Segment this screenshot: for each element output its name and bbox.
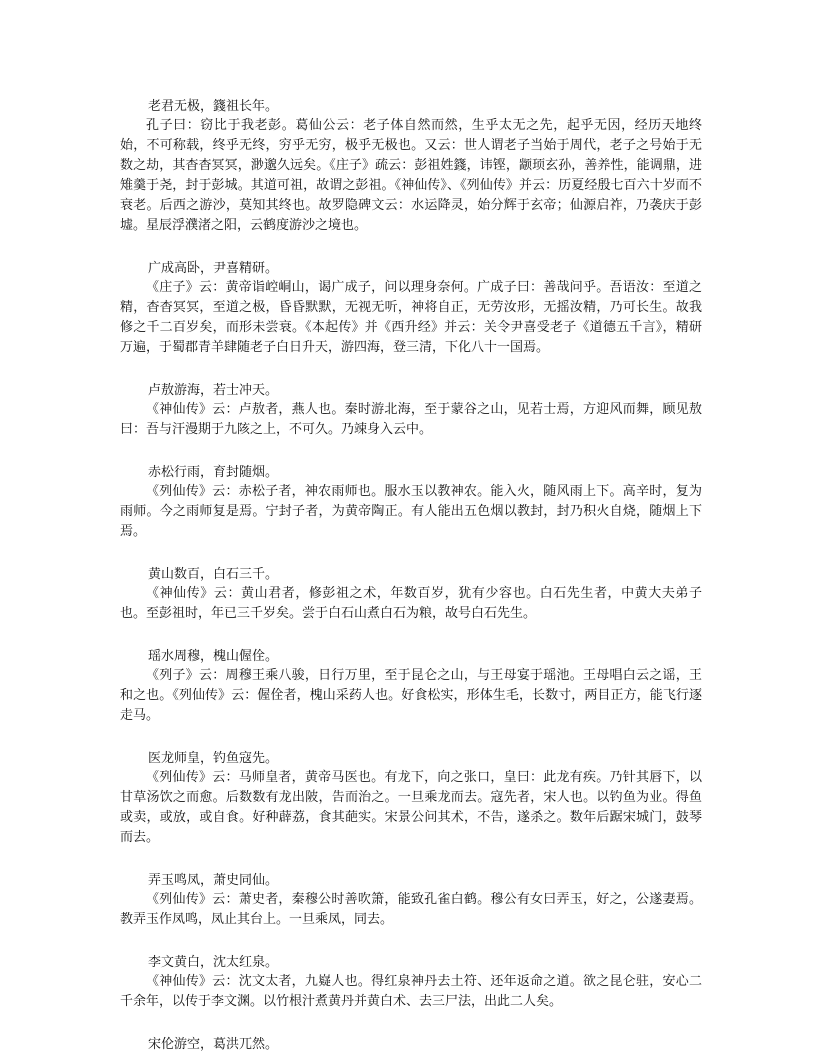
entry-body: 《神仙传》云：黄山君者，修彭祖之术，年数百岁，犹有少容也。白石先生者，中黄大夫弟子也。至彭祖时，年已三千岁矣。尝于白石山煮白石为粮，故号白石先生。 bbox=[120, 586, 702, 621]
entry-heading: 卢敖游海，若士冲天。 bbox=[148, 383, 279, 398]
entry-8 bbox=[120, 871, 702, 930]
entry-body: 《神仙传》云：卢敖者，燕人也。秦时游北海，至于蒙谷之山，见若士焉，方迎风而舞，顾见敖曰：吾与汗漫期于九陔之上，不可久。乃竦身入云中。 bbox=[120, 402, 702, 437]
entry-5 bbox=[120, 565, 702, 624]
entry-9 bbox=[120, 953, 702, 1012]
entry-3 bbox=[120, 381, 702, 440]
entry-body: 《列子》云：周穆王乘八骏，日行万里，至于昆仑之山，与王母宴于瑶池。王母唱白云之谣，王和之也。《列仙传》云：偓佺者，槐山采药人也。好食松实，形体生毛，长数寸，两目正方，能飞行逐走马。 bbox=[120, 668, 702, 723]
entry-heading: 医龙师皇，钓鱼寇先。 bbox=[148, 751, 279, 766]
entry-heading: 黄山数百，白石三千。 bbox=[148, 567, 279, 582]
entry-body: 《列仙传》云：赤松子者，神农雨师也。服水玉以教神农。能入火，随风雨上下。高辛时，复为雨师。今之雨师复是焉。宁封子者，为黄帝陶正。有人能出五色烟以教封，封乃积火自烧，随烟上下焉。 bbox=[120, 484, 702, 539]
entry-heading: 老君无极，籛祖长年。 bbox=[148, 99, 279, 114]
entry-7 bbox=[120, 749, 702, 848]
entry-2 bbox=[120, 259, 702, 358]
entry-heading: 广成高卧，尹喜精研。 bbox=[148, 261, 279, 276]
entry-heading: 赤松行雨，育封随烟。 bbox=[148, 465, 279, 480]
entry-body: 《列仙传》云：马师皇者，黄帝马医也。有龙下，向之张口，皇曰：此龙有疾。乃针其唇下，以甘草汤饮之而愈。后数数有龙出陂，告而治之。一旦乘龙而去。寇先者，宋人也。以钓鱼为业。得鱼或卖，或放，或自食。好种薜荔，食其葩实。宋景公问其术，不告，遂杀之。数年后踞宋城门，鼓琴而去。 bbox=[120, 770, 702, 845]
entry-6 bbox=[120, 647, 702, 726]
entry-heading: 弄玉鸣凤，萧史同仙。 bbox=[148, 873, 279, 888]
entry-heading: 宋伦游空，葛洪兀然。 bbox=[148, 1037, 279, 1052]
entry-body: 孔子曰：窃比于我老彭。葛仙公云：老子体自然而然，生乎太无之先，起乎无因，经历天地终始，不可称载，终乎无终，穷乎无穷，极乎无极也。又云：世人谓老子当始于周代，老子之号始于无数之劫，其杳杳冥冥，渺邈久远矣。《庄子》疏云：彭祖姓籛，讳铿，颛顼玄孙，善养性，能调鼎，进雉羹于尧，封于彭城。其道可祖，故谓之彭祖。《神仙传》、《列仙传》并云：历夏经殷七百六十岁而不衰老。后西之游沙，莫知其终也。故罗隐碑文云：水运降灵，始分辉于玄帝；仙源启祚，乃袭庆于彭墟。星辰浮濮渚之阳，云鹤度游沙之境也。 bbox=[120, 118, 702, 233]
entry-10 bbox=[120, 1035, 702, 1054]
entry-heading: 瑶水周穆，槐山偓佺。 bbox=[148, 649, 279, 664]
entry-body: 《神仙传》云：沈文太者，九嶷人也。得红泉神丹去土符、还年返命之道。欲之昆仑驻，安心二千余年，以传于李文渊。以竹根汁煮黄丹并黄白术、去三尸法，出此二人矣。 bbox=[120, 974, 702, 1009]
entry-heading: 李文黄白，沈太红泉。 bbox=[148, 955, 279, 970]
entry-4 bbox=[120, 463, 702, 542]
entry-body: 《列仙传》云：萧史者，秦穆公时善吹箫，能致孔雀白鹤。穆公有女曰弄玉，好之，公遂妻焉。教弄玉作凤鸣，凤止其台上。一旦乘凤，同去。 bbox=[120, 892, 702, 927]
entry-body: 《庄子》云：黄帝诣崆峒山，谒广成子，问以理身奈何。广成子曰：善哉问乎。吾语汝：至道之精，杳杳冥冥，至道之极，昏昏默默，无视无听，神将自正，无劳汝形，无摇汝精，乃可长生。故我修之千二百岁矣，而形未尝衰。《本起传》并《西升经》并云：关令尹喜受老子《道德五千言》，精研万遍，于蜀郡青羊肆随老子白日升天，游四海，登三清，下化八十一国焉。 bbox=[120, 280, 702, 355]
entry-1 bbox=[120, 97, 702, 236]
